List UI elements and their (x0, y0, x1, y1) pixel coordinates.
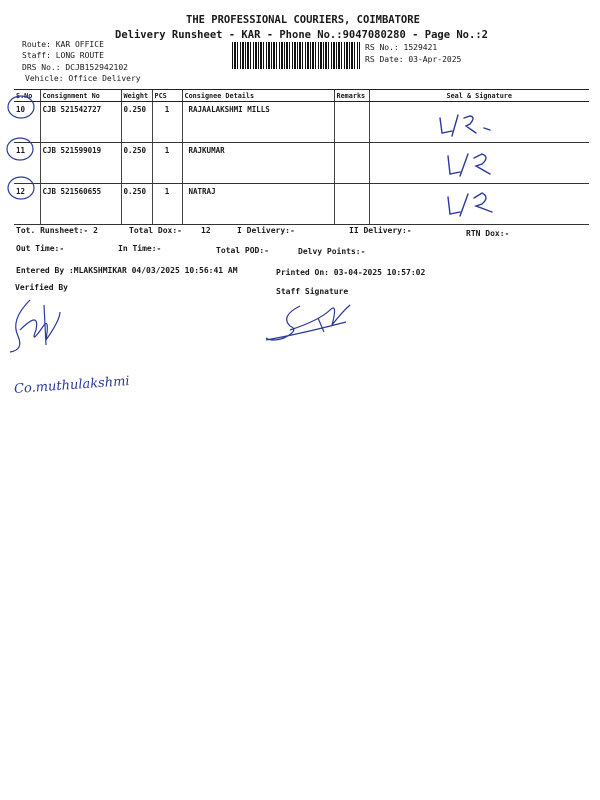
out-time: Out Time:- (16, 244, 65, 253)
cell-consignee: RAJKUMAR (182, 143, 334, 184)
in-time: In Time:- (118, 244, 162, 253)
sno-circle-11 (7, 138, 33, 160)
col-header-consignment: Consignment No (40, 90, 121, 102)
i-delivery: I Delivery:- (237, 226, 295, 235)
seal-text-row11 (448, 154, 450, 155)
sno-circle-10 (8, 96, 34, 118)
entered-by: Entered By :MLAKSHMIKAR 04/03/2025 10:56:41 AM (16, 266, 238, 275)
total-pod: Total POD:- (216, 246, 269, 255)
handwritten-name: Co.muthulakshmi (13, 373, 131, 398)
staff-label: Staff: LONG ROUTE (22, 51, 104, 60)
printed-on: Printed On: 03-04-2025 10:57:02 (276, 268, 426, 277)
cell-sno: 11 (14, 143, 40, 184)
cell-pcs: 1 (152, 102, 182, 143)
verified-signature (10, 300, 60, 352)
route-label: Route: KAR OFFICE (22, 40, 104, 49)
cell-consignment: CJB 521599019 (40, 143, 121, 184)
seal-mark-row10 (440, 115, 490, 136)
cell-consignment: CJB 521542727 (40, 102, 121, 143)
col-header-sno: S.No (14, 90, 40, 102)
cell-consignment: CJB 521560655 (40, 184, 121, 225)
total-dox-label: Total Dox:- (129, 226, 182, 235)
vehicle-label: Vehicle: Office Delivery (25, 74, 141, 83)
cell-pcs: 1 (152, 184, 182, 225)
verified-by-label: Verified By (15, 283, 68, 292)
tot-runsheet: Tot. Runsheet:- 2 (16, 226, 98, 235)
rtn-dox: RTN Dox:- (466, 229, 510, 238)
cell-consignee: RAJAALAKSHMI MILLS (182, 102, 334, 143)
col-header-weight: Weight (121, 90, 152, 102)
cell-weight: 0.250 (121, 143, 152, 184)
cell-sno: 12 (14, 184, 40, 225)
seal-text-row12 (448, 194, 450, 195)
col-header-remarks: Remarks (334, 90, 369, 102)
drs-number: DRS No.: DCJB152942102 (22, 63, 128, 72)
staff-signature (266, 305, 350, 340)
cell-sno: 10 (14, 102, 40, 143)
cell-weight: 0.250 (121, 102, 152, 143)
total-dox-value: 12 (201, 226, 211, 235)
seal-text-row10 (440, 114, 442, 115)
runsheet-subtitle: Delivery Runsheet - KAR - Phone No.:9047080280 - Page No.:2 (115, 29, 488, 41)
seal-mark-row12 (448, 193, 492, 216)
sno-circle-12 (8, 177, 34, 199)
delvy-points: Delvy Points:- (298, 247, 366, 256)
col-header-consignee: Consignee Details (182, 90, 334, 102)
company-title: THE PROFESSIONAL COURIERS, COIMBATORE (186, 14, 420, 26)
staff-signature-label: Staff Signature (276, 287, 349, 296)
seal-mark-row11 (448, 154, 490, 176)
col-header-seal: Seal & Signature (369, 90, 589, 102)
cell-weight: 0.250 (121, 184, 152, 225)
rs-number: RS No.: 1529421 (365, 43, 438, 52)
rs-date: RS Date: 03-Apr-2025 (365, 55, 462, 64)
cell-pcs: 1 (152, 143, 182, 184)
cell-consignee: NATRAJ (182, 184, 334, 225)
ii-delivery: II Delivery:- (349, 226, 412, 235)
col-header-pcs: PCS (152, 90, 182, 102)
